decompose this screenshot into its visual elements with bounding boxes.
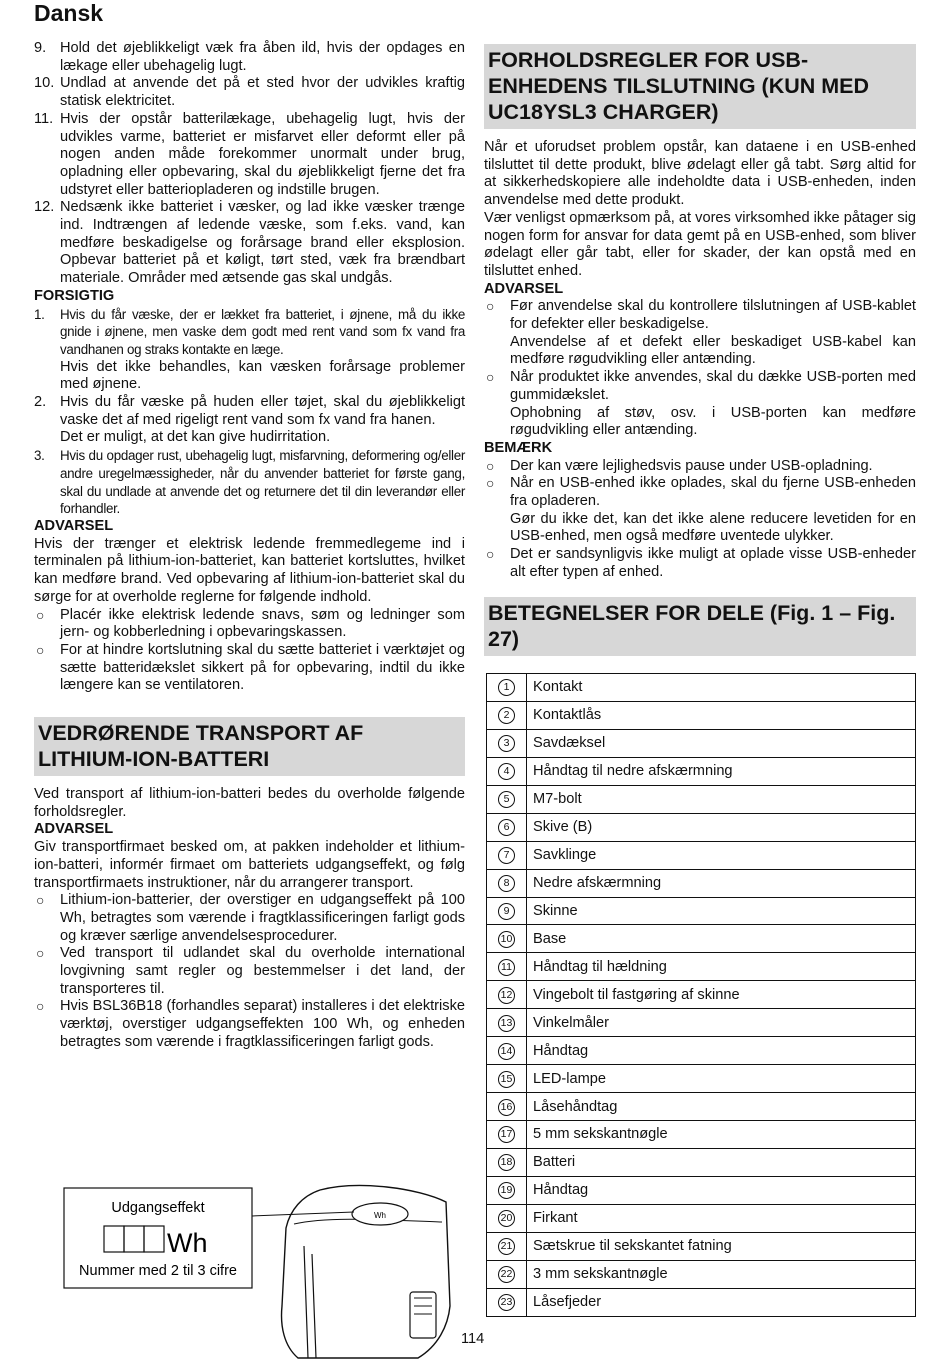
bullet-item: ○ Placér ikke elektrisk ledende snavs, søm og ledninger som jern- og kobberledning i opbevaringskassen. (36, 606, 465, 641)
part-label: Savklinge (527, 841, 916, 869)
table-row (487, 1037, 916, 1065)
part-label: Nedre afskærmning (527, 869, 916, 897)
table-row (487, 813, 916, 841)
table-row (487, 1232, 916, 1260)
part-label: Kontaktlås (527, 701, 916, 729)
part-label: Håndtag til hældning (527, 953, 916, 981)
list-item: 9. Hold det øjeblikkeligt væk fra åben ild, hvis der opdages en lækage eller ubehagelig lugt. (34, 40, 465, 74)
left-column (34, 40, 465, 1052)
part-label: Firkant (527, 1204, 916, 1232)
table-row (487, 785, 916, 813)
list-item: 2. Hvis du får væske på huden eller tøjet, skal du øjeblikkeligt vaske det af med rigeligt rent vand som fx vand fra hanen. (34, 394, 465, 428)
circle-bullet-icon: ○ (486, 457, 495, 474)
list-item: 3. Hvis du opdager rust, ubehagelig lugt, misfarvning, deformering og/eller andre uregelmæssigheder, når du anvender batteriet for første gang, skal du undlade at anvende det og returnere det til din leverandør eller forhandler. (34, 448, 465, 517)
part-number: 9 (498, 903, 515, 920)
part-label: M7-bolt (527, 785, 916, 813)
transport-advarsel-label: ADVARSEL (34, 821, 114, 838)
usb-paragraph: Når et uforudset problem opstår, kan dataene i en USB-enhed tilsluttet til dette produkt, blive ødelagt eller gå tabt. Sørg altid for at sikkerhedskopiere alle indeholdte data i USB-enheden, inden anvendelse med dette produkt. (484, 139, 916, 209)
advarsel-text: Hvis der trænger et elektrisk ledende fremmedlegeme ind i terminalen på lithium-ion-batteriet, kan batteriet kortsluttes, hvilket kan medføre brand. Ved opbevaring af lithium-ion-batteriet skal du sørge for at overholde reglerne for følgende indhold. (34, 535, 465, 605)
table-row (487, 869, 916, 897)
part-number: 13 (498, 1015, 515, 1032)
part-number: 20 (498, 1210, 515, 1227)
bullet-item: ○ Ved transport til udlandet skal du overholde international lovgivning samt regler og bestemmelser i det land, der transporteres til. (36, 945, 465, 997)
bullet-note: Anvendelse af et defekt eller beskadiget USB-kabel kan medføre røgudvikling eller antænding. (510, 333, 916, 368)
part-number: 2 (498, 707, 515, 724)
part-number: 14 (498, 1043, 515, 1060)
part-label: Batteri (527, 1148, 916, 1176)
table-row (487, 1148, 916, 1176)
transport-intro: Ved transport af lithium-ion-batteri bedes du overholde følgende forholdsregler. (34, 786, 465, 820)
part-label: 3 mm sekskantnøgle (527, 1260, 916, 1288)
table-row (487, 1204, 916, 1232)
battery-label-text: Wh (374, 1211, 386, 1220)
part-label: Håndtag (527, 1037, 916, 1065)
bullet-item: ○ For at hindre kortslutning skal du sætte batteriet i værktøjet og sætte batteridækslet sikkert på for opbevaring, indtil du ikke længere kan se ventilatoren. (36, 641, 465, 694)
table-row (487, 841, 916, 869)
table-row (487, 981, 916, 1009)
part-number: 21 (498, 1238, 515, 1255)
part-label: Savdæksel (527, 729, 916, 757)
table-row (487, 729, 916, 757)
table-row (487, 1288, 916, 1316)
table-row (487, 1176, 916, 1204)
table-row (487, 1121, 916, 1149)
caution-note: Det er muligt, at det kan give hudirritation. (60, 429, 331, 446)
page-language-title: Dansk (34, 0, 104, 26)
part-label: Skinne (527, 897, 916, 925)
table-row (487, 674, 916, 702)
part-label: Håndtag til nedre afskærmning (527, 757, 916, 785)
bullet-item: ○ Når en USB-enhed ikke oplades, skal du fjerne USB-enheden fra opladeren. (486, 475, 916, 510)
table-row (487, 757, 916, 785)
bullet-note: Gør du ikke det, kan det ikke alene reducere levetiden for en USB-enhed, men også medføre uventede ulykker. (510, 510, 916, 545)
part-label: LED-lampe (527, 1065, 916, 1093)
part-number: 16 (498, 1099, 515, 1116)
circle-bullet-icon: ○ (486, 298, 495, 315)
list-item: 11. Hvis der opstår batterilækage, ubehagelig lugt, hvis der udvikles varme, batteriet er misfarvet eller deformt eller på nogen anden måde forekommer unormalt under brug, opladning eller opbevaring, skal du øjeblikkeligt fjerne det fra udstyret eller batteriopladeren og indstille brugen. (34, 110, 465, 198)
table-row (487, 701, 916, 729)
list-item: 10. Undlad at anvende det på et sted hvor der udvikles kraftig statisk elektricitet. (34, 75, 465, 110)
bullet-item: ○ Lithium-ion-batterier, der overstiger en udgangseffekt på 100 Wh, betragtes som værende i fragtklassificeringen farligt gods og kræver særlige anvendelsesprocedurer. (36, 892, 465, 944)
advarsel-label: ADVARSEL (34, 517, 114, 534)
part-label: Vingebolt til fastgøring af skinne (527, 981, 916, 1009)
transport-heading: VEDRØRENDE TRANSPORT AF LITHIUM-ION-BATTERI (34, 717, 465, 776)
bemaerk-label: BEMÆRK (484, 439, 553, 456)
circle-bullet-icon: ○ (36, 606, 45, 623)
part-label: Kontakt (527, 674, 916, 702)
part-number: 15 (498, 1071, 515, 1088)
table-row (487, 1009, 916, 1037)
part-label: Sætskrue til sekskantet fatning (527, 1232, 916, 1260)
circle-bullet-icon: ○ (486, 369, 495, 386)
part-label: Base (527, 925, 916, 953)
table-row (487, 1065, 916, 1093)
part-number: 6 (498, 819, 515, 836)
table-row (487, 925, 916, 953)
caution-note: Hvis det ikke behandles, kan væsken forårsage problemer med øjnene. (60, 358, 465, 393)
part-number: 4 (498, 763, 515, 780)
part-number: 5 (498, 791, 515, 808)
part-number: 19 (498, 1182, 515, 1199)
unit-label: Wh (167, 1228, 208, 1258)
usb-advarsel-label: ADVARSEL (484, 280, 564, 297)
usb-heading: FORHOLDSREGLER FOR USB-ENHEDENS TILSLUTNING (KUN MED UC18YSL3 CHARGER) (484, 44, 916, 129)
part-label: Låsehåndtag (527, 1093, 916, 1121)
part-number: 12 (498, 987, 515, 1004)
battery-illustration (58, 1176, 458, 1361)
usb-paragraph: Vær venligst opmærksom på, at vores virksomhed ikke påtager sig nogen form for ansvar for data gemt på en USB-enhed, som bliver ødelagt eller går tabt, eller for skader, der kan opstå med en tilsluttet enhed. (484, 209, 916, 279)
part-label: Låsefjeder (527, 1288, 916, 1316)
forsigtig-label: FORSIGTIG (34, 287, 115, 304)
part-label: Håndtag (527, 1176, 916, 1204)
part-number: 3 (498, 735, 515, 752)
part-number: 10 (498, 931, 515, 948)
circle-bullet-icon: ○ (486, 475, 495, 492)
circle-bullet-icon: ○ (36, 892, 45, 909)
parts-table (486, 673, 916, 1317)
part-number: 11 (498, 959, 515, 976)
digits-label: Nummer med 2 til 3 cifre (79, 1263, 237, 1279)
bullet-item: ○ Før anvendelse skal du kontrollere tilslutningen af USB-kablet for defekter eller beskadigelse. (486, 298, 916, 333)
output-label: Udgangseffekt (111, 1200, 205, 1216)
list-item: 12. Nedsænk ikke batteriet i væsker, og lad ikke væsker trænge ind. Indtrængen af ledende væske, som f.eks. vand, kan medføre beskadigelse og forårsage brand eller eksplosion. Opbevar batteriet på et køligt, tørt sted, væk fra brændbart materiale. Områder med ætsende gas skal undgås. (34, 199, 465, 287)
bullet-item: ○ Det er sandsynligvis ikke muligt at oplade visse USB-enheder alt efter typen af enhed. (486, 546, 916, 580)
list-item: 1. Hvis du får væske, der er lækket fra batteriet, i øjnene, må du ikke gnide i øjnene, men vaske dem godt med rent vand som fx vand fra vandhanen og straks kontakte en læge. (34, 306, 465, 357)
circle-bullet-icon: ○ (36, 945, 45, 962)
circle-bullet-icon: ○ (36, 998, 45, 1015)
bullet-note: Ophobning af støv, osv. i USB-porten kan medføre røgudvikling eller antænding. (510, 404, 916, 439)
bullet-item: ○ Hvis BSL36B18 (forhandles separat) installeres i det elektriske værktøj, overstiger udgangseffekten 100 Wh, og enheden betragtes som værende i fragtklassificeringen farligt gods. (36, 998, 465, 1050)
part-label: Vinkelmåler (527, 1009, 916, 1037)
table-row (487, 897, 916, 925)
right-column (484, 44, 916, 582)
battery-figure (58, 1176, 458, 1361)
part-number: 1 (498, 679, 515, 696)
part-number: 18 (498, 1154, 515, 1171)
part-label: Skive (B) (527, 813, 916, 841)
transport-advarsel-text: Giv transportfirmaet besked om, at pakken indeholder et lithium-ion-batteri, informér firmaet om batteriets udgangseffekt, og følg transportfirmaets instruktioner, når du arrangerer transport. (34, 839, 465, 891)
table-row (487, 953, 916, 981)
part-label: 5 mm sekskantnøgle (527, 1121, 916, 1149)
table-row (487, 1093, 916, 1121)
circle-bullet-icon: ○ (486, 546, 495, 563)
parts-heading: BETEGNELSER FOR DELE (Fig. 1 – Fig. 27) (484, 597, 916, 656)
part-number: 7 (498, 847, 515, 864)
part-number: 8 (498, 875, 515, 892)
circle-bullet-icon: ○ (36, 641, 45, 658)
bullet-item: ○ Der kan være lejlighedsvis pause under USB-opladning. (486, 457, 873, 474)
part-number: 17 (498, 1126, 515, 1143)
part-number: 22 (498, 1266, 515, 1283)
table-row (487, 1260, 916, 1288)
part-number: 23 (498, 1294, 515, 1311)
battery-latch (410, 1292, 436, 1338)
page-number: 114 (461, 1331, 485, 1347)
bullet-item: ○ Når produktet ikke anvendes, skal du dække USB-porten med gummidækslet. (486, 369, 916, 403)
